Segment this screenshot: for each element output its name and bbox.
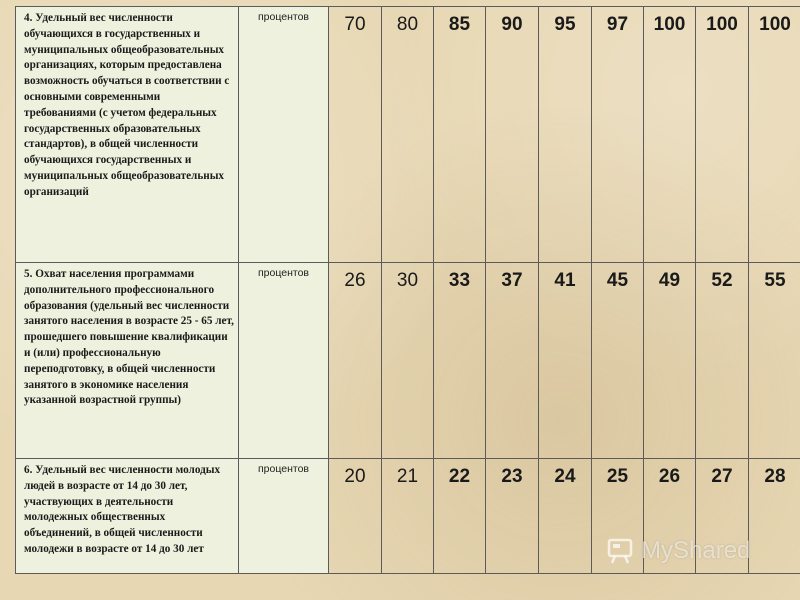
value-cell: 85 <box>434 7 486 263</box>
value-cell: 22 <box>434 459 486 574</box>
value-cell: 100 <box>696 7 749 263</box>
indicator-description: 5. Охват населения программами дополнительного профессионального образования (удельный вес численности занятого населения в возрасте 25 - 65 лет, прошедшего повышение квалификации и (или) профессиональную переподготовку, в общей численности занятого в экономике населения указанной возрастной группы) <box>16 263 239 459</box>
unit-cell: процентов <box>239 459 329 574</box>
value-cell: 70 <box>329 7 382 263</box>
value-cell: 55 <box>749 263 800 459</box>
value-cell: 100 <box>749 7 800 263</box>
indicator-description: 6. Удельный вес численности молодых людей в возрасте от 14 до 30 лет, участвующих в деятельности молодежных общественных объединений, в общей численности молодежи в возрасте от 14 до 30 лет <box>16 459 239 574</box>
value-cell: 25 <box>592 459 644 574</box>
value-cell: 95 <box>539 7 592 263</box>
value-cell: 21 <box>382 459 434 574</box>
value-cell: 26 <box>644 459 696 574</box>
value-cell: 20 <box>329 459 382 574</box>
watermark-text: MyShared <box>641 537 751 564</box>
unit-cell: процентов <box>239 7 329 263</box>
table-row <box>16 7 800 263</box>
value-cell: 52 <box>696 263 749 459</box>
value-cell: 28 <box>749 459 800 574</box>
value-cell: 24 <box>539 459 592 574</box>
table-row <box>16 263 800 459</box>
value-cell: 37 <box>486 263 539 459</box>
value-cell: 30 <box>382 263 434 459</box>
indicator-description: 4. Удельный вес численности обучающихся в государственных и муниципальных общеобразовательных организациях, которым предоставлена возможность обучаться в соответствии с основными современными требованиями (с учетом федеральных государственных образовательных стандартов), в общей численности обучающихся государственных и муниципальных общеобразовательных организаций <box>16 7 239 263</box>
value-cell: 23 <box>486 459 539 574</box>
value-cell: 27 <box>696 459 749 574</box>
value-cell: 49 <box>644 263 696 459</box>
watermark <box>607 537 750 565</box>
value-cell: 100 <box>644 7 696 263</box>
indicators-table <box>15 6 800 574</box>
value-cell: 41 <box>539 263 592 459</box>
value-cell: 45 <box>592 263 644 459</box>
value-cell: 26 <box>329 263 382 459</box>
presentation-icon <box>607 537 637 565</box>
value-cell: 90 <box>486 7 539 263</box>
value-cell: 97 <box>592 7 644 263</box>
value-cell: 33 <box>434 263 486 459</box>
unit-cell: процентов <box>239 263 329 459</box>
value-cell: 80 <box>382 7 434 263</box>
